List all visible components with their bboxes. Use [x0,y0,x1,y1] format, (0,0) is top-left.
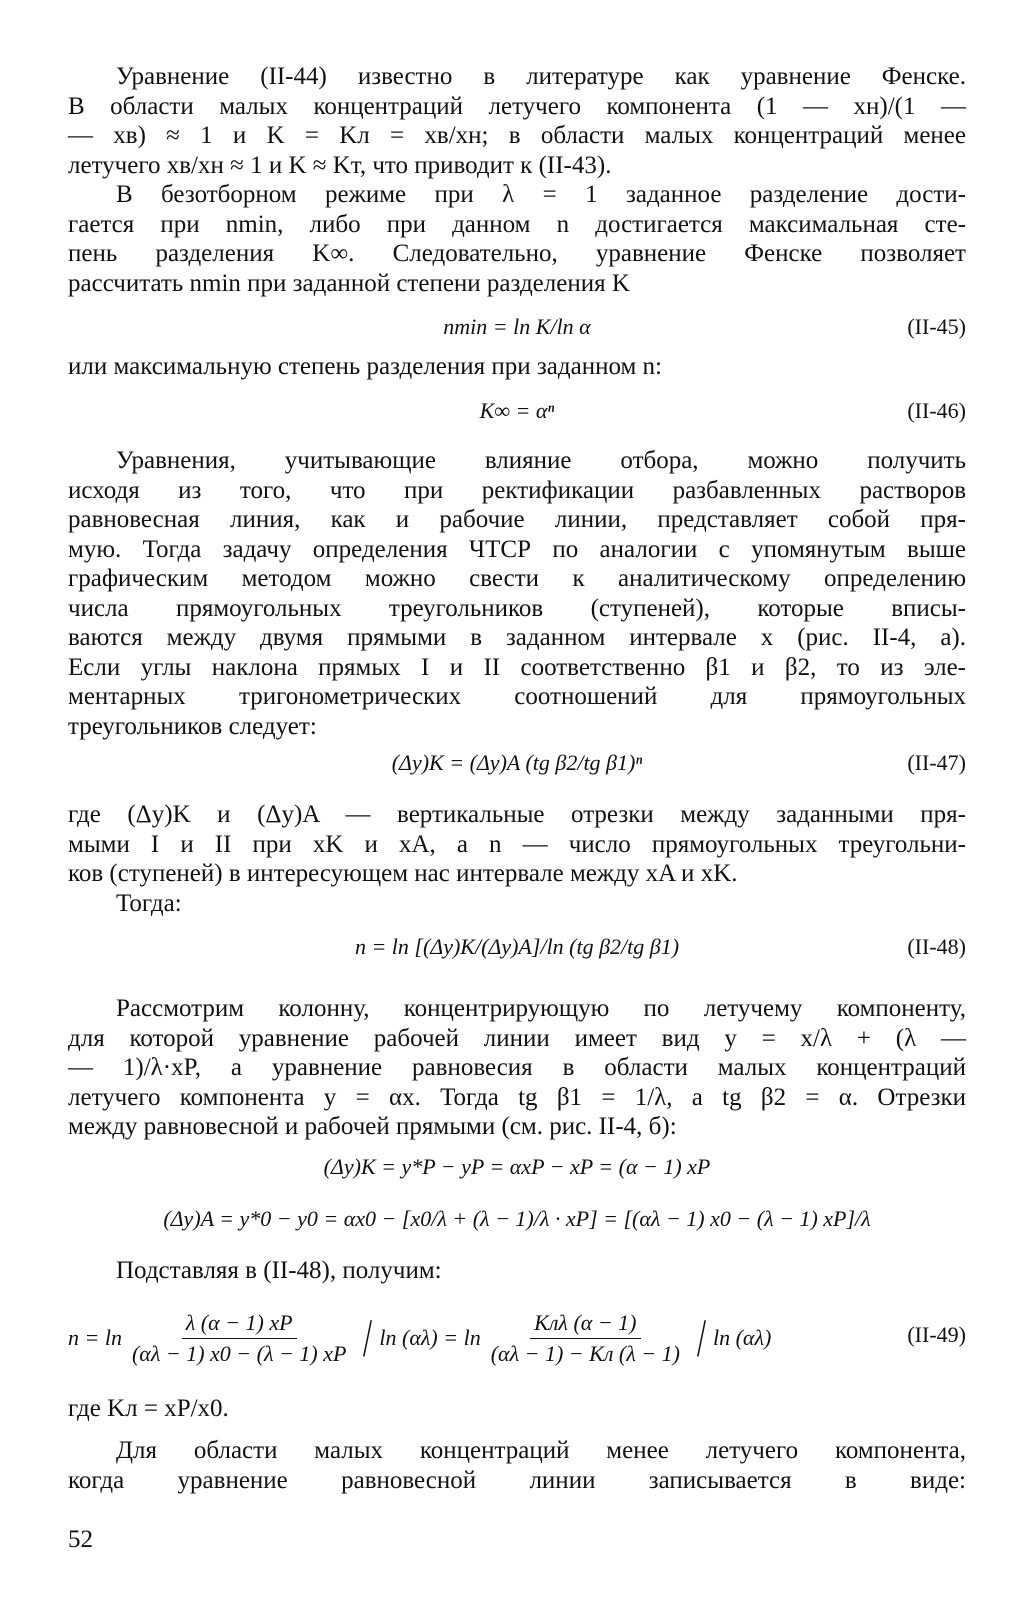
fraction-denominator: (αλ − 1) − Kл (λ − 1) [490,1340,680,1366]
eq-end: ln (αλ) [712,1325,772,1350]
equation-II-48 [68,932,966,962]
equation-expression [68,1298,888,1378]
text-line: Уравнение (II-44) известно в литературе как уравнение Фенске. [116,63,966,90]
text-line: мыми I и II при xK и xA, а n — число прямоугольных треугольни- [68,830,966,858]
eq-lhs: n = ln [68,1325,122,1350]
equation-II-47 [68,748,966,778]
text-line: треугольников следует: [68,712,317,740]
text-line: — 1)/λ·xP, а уравнение равновесия в области малых концентраций [68,1054,966,1081]
division-slash: / [696,1308,706,1368]
paragraph-total-reflux [68,180,966,298]
equation-II-46 [68,396,966,426]
text-line: где (Δy)K и (Δy)A — вертикальные отрезки между заданными пря- [68,801,966,828]
equation-number: (II-46) [907,398,966,423]
text-line: Для области малых концентраций менее летучего компонента, [116,1437,966,1464]
paragraph-max-separation [68,352,966,382]
paragraph-column [68,994,966,1142]
equation-expression: (Δy)A = y*0 − y0 = αx0 − [x0/λ + (λ − 1)/λ · xP] = [(αλ − 1) x0 − (λ − 1) xP]/λ [163,1206,871,1231]
text-line: где Kл = xP/x0. [68,1395,229,1422]
fraction-denominator: (αλ − 1) x0 − (λ − 1) xP [131,1340,347,1366]
paragraph-fenske-intro [68,62,966,180]
fraction-numerator: Kлλ (α − 1) [530,1310,640,1339]
equation-number: (II-47) [907,750,966,775]
fraction-2 [487,1310,684,1367]
text-line: ментарных тригонометрических соотношений для прямоугольных [68,683,966,710]
text-line: Рассмотрим колонну, концентрирующую по летучему компоненту, [116,995,966,1022]
text-line: В области малых концентраций летучего компонента (1 — xн)/(1 — [68,92,966,120]
fraction-1 [128,1310,350,1367]
equation-II-45 [68,312,966,342]
text-line: пень разделения K∞. Следовательно, уравнение Фенске позволяет [68,240,966,267]
equation-delta-yk [68,1152,966,1182]
equation-number: (II-48) [907,934,966,959]
text-line: для которой уравнение рабочей линии имеет вид y = x/λ + (λ — [68,1024,966,1052]
equation-expression: nmin = ln K/ln α [443,314,591,339]
paragraph-segments [68,800,966,918]
text-line: или максимальную степень разделения при заданном n: [68,353,663,380]
text-line: когда уравнение равновесной линии записывается в виде: [68,1466,966,1494]
text-line: ков (ступеней) в интересующем нас интервале между xA и xK. [68,860,738,887]
equation-expression: n = ln [(Δy)K/(Δy)A]/ln (tg β2/tg β1) [354,934,680,959]
equation-number: (II-49) [907,1322,966,1347]
equation-expression: (Δy)K = y*P − yP = αxP − xP = (α − 1) xP [323,1154,711,1179]
paragraph-withdrawal [68,446,966,741]
text-line: мую. Тогда задачу определения ЧТСР по аналогии с упомянутым выше [68,535,966,563]
text-line: равновесная линия, как и рабочие линии, представляет собой пря- [68,506,966,533]
text-line: исходя из того, что при ректификации разбавленных растворов [68,476,966,504]
paragraph-less-volatile [68,1436,966,1495]
eq-middle: ln (αλ) = ln [379,1325,481,1350]
fraction-numerator: λ (α − 1) xP [182,1310,297,1339]
text-line: летучего компонента y = αx. Тогда tg β1 = 1/λ, а tg β2 = α. Отрезки [68,1083,966,1111]
text-line: — xв) ≈ 1 и K = Kл = xв/xн; в области малых концентраций менее [68,122,966,149]
page-number: 52 [68,1526,93,1553]
text-line: летучего xв/xн ≈ 1 и K ≈ Kт, что приводит к (II-43). [68,151,612,179]
equation-expression: K∞ = αⁿ [479,398,555,423]
text-line: графическим методом можно свести к аналитическому определению [68,565,966,592]
equation-number: (II-45) [907,314,966,339]
text-line: Если углы наклона прямых I и II соответственно β1 и β2, то из эле- [68,653,967,681]
text-line: Подставляя в (II-48), получим: [116,1257,442,1284]
equation-delta-ya [68,1204,966,1234]
division-slash: / [363,1308,373,1368]
text-line: гается при nmin, либо при данном n достигается максимальная сте- [68,210,966,238]
text-line: рассчитать nmin при заданной степени разделения K [68,269,630,297]
text-line: В безотборном режиме при λ = 1 заданное разделение дости- [116,181,966,208]
paragraph-substitute [68,1256,966,1286]
equation-expression: (Δy)K = (Δy)A (tg β2/tg β1)ⁿ [391,750,643,775]
text-line: ваются между двумя прямыми в заданном интервале x (рис. II-4, а). [68,624,966,651]
equation-II-49 [68,1298,966,1378]
paragraph-where-kl [68,1394,966,1424]
text-line: Тогда: [116,889,182,917]
text-line: числа прямоугольных треугольников (ступеней), которые вписы- [68,594,966,622]
text-line: Уравнения, учитывающие влияние отбора, можно получить [116,447,966,474]
text-line: между равновесной и рабочей прямыми (см. рис. II-4, б): [68,1113,677,1140]
